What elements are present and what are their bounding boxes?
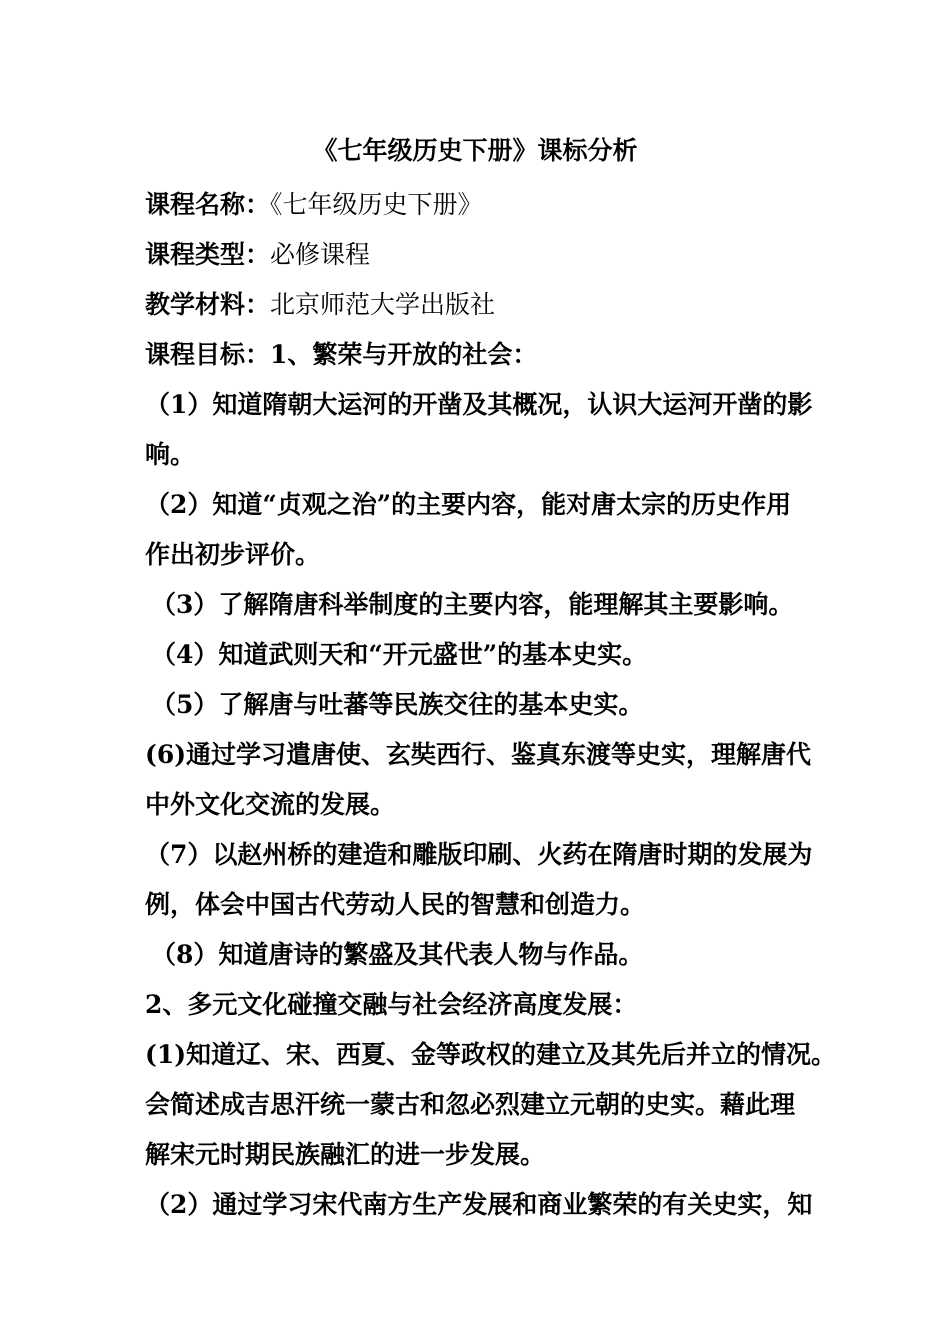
section-heading: 2、多元文化碰撞交融与社会经济高度发展： bbox=[145, 990, 638, 1019]
page-title: 《七年级历史下册》课标分析 bbox=[312, 136, 638, 165]
text-line: 作出初步评价。 bbox=[145, 540, 321, 569]
text-line: 会简述成吉思汗统一蒙古和忽必烈建立元朝的史实。藉此理 bbox=[145, 1090, 796, 1119]
text-line: (6)通过学习遣唐使、玄奘西行、鉴真东渡等史实，理解唐代 bbox=[145, 740, 812, 769]
text-line: （3）了解隋唐科举制度的主要内容，能理解其主要影响。 bbox=[151, 590, 794, 619]
text-line: (1)知道辽、宋、西夏、金等政权的建立及其先后并立的情况。 bbox=[145, 1040, 837, 1069]
text-line: （8）知道唐诗的繁盛及其代表人物与作品。 bbox=[151, 940, 644, 969]
course-name-row bbox=[145, 180, 815, 230]
material-value: 北京师范大学出版社 bbox=[270, 290, 496, 319]
material-label: 教学材料： bbox=[145, 290, 271, 319]
text-line: （4）知道武则天和“开元盛世”的基本史实。 bbox=[151, 640, 648, 669]
course-type-label: 课程类型： bbox=[145, 240, 271, 269]
objective-heading: 课程目标：1、繁荣与开放的社会： bbox=[145, 340, 538, 369]
text-line: 中外文化交流的发展。 bbox=[145, 790, 396, 819]
text-line: （2）通过学习宋代南方生产发展和商业繁荣的有关史实，知 bbox=[145, 1190, 813, 1219]
text-line: （2）知道“贞观之治”的主要内容，能对唐太宗的历史作用 bbox=[145, 490, 792, 519]
course-name-label: 课程名称： bbox=[145, 190, 271, 219]
text-line: 解宋元时期民族融汇的进一步发展。 bbox=[145, 1140, 546, 1169]
course-type-value: 必修课程 bbox=[270, 240, 371, 269]
course-type-row bbox=[145, 230, 815, 280]
material-row bbox=[145, 280, 815, 330]
text-line: 例，体会中国古代劳动人民的智慧和创造力。 bbox=[145, 890, 646, 919]
text-line: 响。 bbox=[145, 440, 196, 469]
document-body bbox=[145, 180, 837, 1230]
text-line: （7）以赵州桥的建造和雕版印刷、火药在隋唐时期的发展为 bbox=[145, 840, 813, 869]
text-line: （5）了解唐与吐蕃等民族交往的基本史实。 bbox=[151, 690, 644, 719]
text-line: （1）知道隋朝大运河的开凿及其概况，认识大运河开凿的影 bbox=[145, 390, 813, 419]
course-name-value: 《七年级历史下册》 bbox=[270, 190, 483, 219]
